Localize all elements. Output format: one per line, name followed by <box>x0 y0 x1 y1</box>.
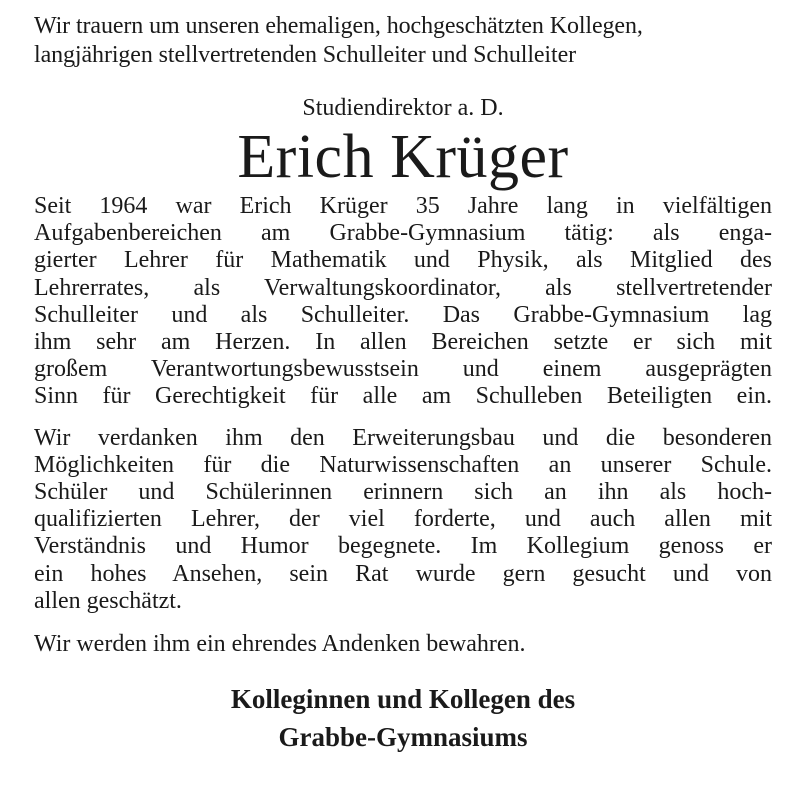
text-line: großem Verantwortungsbewusstsein und einem ausgeprägten <box>34 356 772 383</box>
signature-line: Grabbe-Gymnasiums <box>278 722 528 753</box>
text-line: allen geschätzt. <box>34 587 182 614</box>
text-line: qualifizierten Lehrer, der viel forderte, und auch allen mit <box>34 506 772 533</box>
biography-paragraph <box>34 193 772 411</box>
text-line: Schulleiter und als Schulleiter. Das Grabbe-Gymnasium lag <box>34 301 772 328</box>
text-line: Sinn für Gerechtigkeit für alle am Schulleben Beteiligten ein. <box>34 383 772 410</box>
obituary-notice <box>34 0 772 756</box>
intro-line: Wir trauern um unseren ehemaligen, hochgeschätzten Kollegen, <box>34 13 643 39</box>
text-line: ihm sehr am Herzen. In allen Bereichen setzte er sich mit <box>34 329 772 356</box>
deceased-name: Erich Krüger <box>237 123 569 191</box>
text-line: gierter Lehrer für Mathematik und Physik, als Mitglied des <box>34 247 772 274</box>
intro-text <box>34 12 772 70</box>
text-line: Möglichkeiten für die Naturwissenschaften an unserer Schule. <box>34 451 772 478</box>
text-line: ein hohes Ansehen, sein Rat wurde gern gesucht und von <box>34 560 772 587</box>
text-line: Wir verdanken ihm den Erweiterungsbau und die besonderen <box>34 424 772 451</box>
text-line: Seit 1964 war Erich Krüger 35 Jahre lang in vielfältigen <box>34 193 772 219</box>
text-line: Verständnis und Humor begegnete. Im Kollegium genoss er <box>34 533 772 560</box>
tribute-paragraph <box>34 425 772 615</box>
signature <box>34 680 772 756</box>
signature-line: Kolleginnen und Kollegen des <box>230 684 576 715</box>
academic-title: Studiendirektor a. D. <box>302 95 504 121</box>
closing-sentence: Wir werden ihm ein ehrendes Andenken bewahren. <box>34 631 526 658</box>
intro-line: langjährigen stellvertretenden Schulleiter und Schulleiter <box>34 42 577 68</box>
text-line: Aufgabenbereichen am Grabbe-Gymnasium tätig: als enga- <box>34 220 772 247</box>
text-line: Schüler und Schülerinnen erinnern sich an ihn als hoch- <box>34 479 772 506</box>
text-line: Lehrerrates, als Verwaltungskoordinator, als stellvertretender <box>34 274 772 301</box>
